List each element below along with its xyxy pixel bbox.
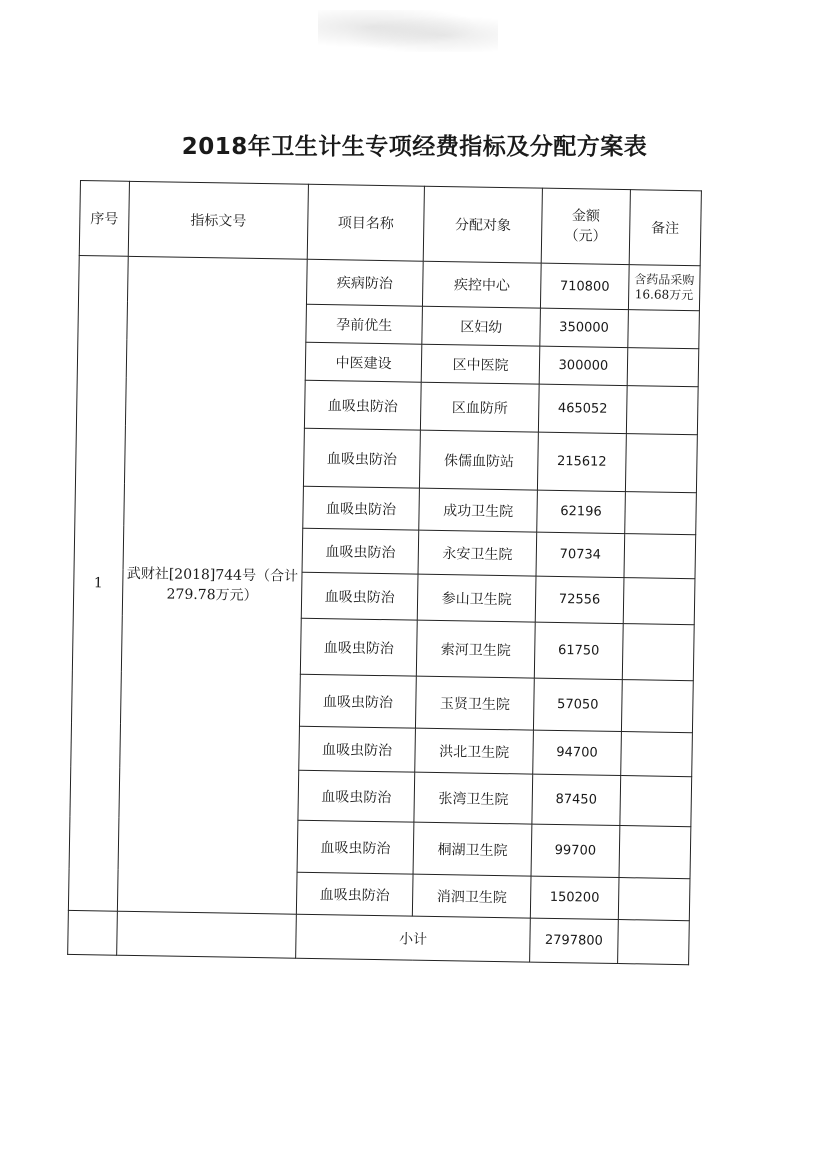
amount-cell: 465052 — [539, 384, 627, 433]
project-cell: 血吸虫防治 — [303, 428, 420, 488]
amount-cell: 61750 — [534, 622, 622, 679]
project-cell: 血吸虫防治 — [300, 674, 417, 728]
note-cell — [623, 578, 695, 625]
header-amount-unit: （元） — [564, 228, 607, 245]
recipient-cell: 桐湖卫生院 — [413, 822, 532, 876]
amount-cell: 150200 — [530, 876, 618, 919]
note-cell — [620, 776, 692, 827]
scan-artifact — [318, 10, 498, 52]
subtotal-label: 小计 — [296, 914, 531, 962]
recipient-cell: 玉贤卫生院 — [416, 676, 535, 730]
header-project: 项目名称 — [307, 184, 424, 261]
recipient-cell: 疾控中心 — [423, 261, 542, 308]
note-cell — [627, 348, 699, 387]
row-seq-cell: 1 — [68, 255, 128, 911]
header-amount-label: 金额 — [571, 208, 601, 225]
table-row — [79, 255, 701, 310]
recipient-cell: 侏儒血防站 — [420, 430, 539, 490]
doc-number-cell: 武财社[2018]744号（合计279.78万元） — [117, 256, 307, 914]
header-recipient: 分配对象 — [423, 186, 542, 263]
recipient-cell: 成功卫生院 — [419, 488, 538, 532]
amount-cell: 94700 — [533, 730, 621, 775]
amount-cell: 62196 — [537, 490, 625, 533]
note-cell — [626, 386, 698, 435]
recipient-cell: 消泗卫生院 — [412, 874, 531, 918]
note-cell — [622, 624, 694, 681]
header-row — [79, 181, 701, 266]
recipient-cell: 参山卫生院 — [417, 574, 536, 622]
project-cell: 血吸虫防治 — [299, 726, 416, 772]
subtotal-seq-cell — [68, 910, 118, 955]
subtotal-row — [68, 910, 690, 964]
note-cell — [618, 878, 690, 921]
document-title: 2018年卫生计生专项经费指标及分配方案表 — [181, 134, 648, 160]
amount-cell: 215612 — [538, 432, 626, 491]
project-cell: 中医建设 — [305, 342, 422, 382]
recipient-cell: 区血防所 — [420, 382, 539, 432]
amount-cell: 710800 — [541, 263, 629, 309]
recipient-cell: 张湾卫生院 — [414, 772, 533, 824]
amount-cell: 350000 — [540, 308, 628, 347]
note-cell — [624, 534, 696, 579]
project-cell: 孕前优生 — [306, 304, 423, 344]
recipient-cell: 区中医院 — [421, 344, 540, 384]
project-cell: 血吸虫防治 — [297, 820, 414, 874]
note-cell — [621, 680, 693, 733]
subtotal-amount: 2797800 — [530, 918, 618, 963]
project-cell: 血吸虫防治 — [301, 572, 418, 620]
amount-cell: 57050 — [534, 678, 622, 731]
note-cell — [619, 826, 691, 879]
subtotal-doc-cell — [117, 911, 297, 958]
subtotal-note-cell — [617, 920, 689, 965]
recipient-cell: 区妇幼 — [422, 306, 541, 346]
recipient-cell: 洪北卫生院 — [415, 728, 534, 774]
amount-cell: 70734 — [536, 532, 624, 577]
note-cell — [627, 310, 699, 349]
note-cell — [620, 732, 692, 777]
header-note: 备注 — [629, 190, 702, 266]
project-cell: 血吸虫防治 — [298, 770, 415, 822]
amount-cell: 87450 — [532, 774, 620, 825]
note-cell: 含药品采购16.68万元 — [628, 265, 700, 311]
header-doc-no: 指标文号 — [128, 181, 308, 259]
table-body — [68, 255, 701, 964]
recipient-cell: 永安卫生院 — [418, 530, 537, 576]
header-seq: 序号 — [79, 181, 129, 257]
project-cell: 血吸虫防治 — [303, 486, 420, 530]
note-cell — [625, 434, 697, 493]
amount-cell: 72556 — [535, 576, 623, 623]
allocation-table — [67, 180, 702, 965]
amount-cell: 99700 — [531, 824, 619, 877]
project-cell: 疾病防治 — [307, 259, 424, 306]
header-amount — [541, 188, 630, 264]
note-cell — [624, 492, 696, 535]
project-cell: 血吸虫防治 — [302, 528, 419, 574]
project-cell: 血吸虫防治 — [296, 872, 413, 916]
amount-cell: 300000 — [539, 346, 627, 385]
recipient-cell: 索河卫生院 — [416, 620, 535, 678]
project-cell: 血吸虫防治 — [300, 618, 417, 676]
project-cell: 血吸虫防治 — [304, 380, 421, 430]
